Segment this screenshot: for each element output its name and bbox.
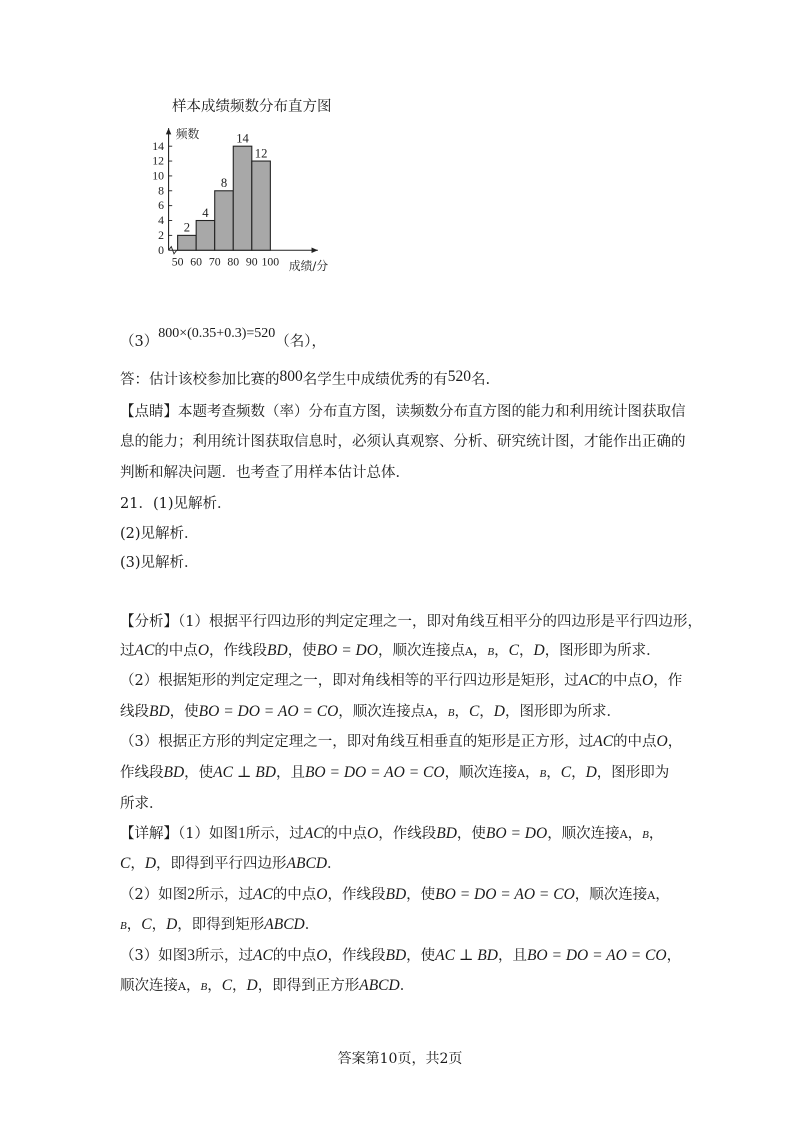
x-tick-label: 100 (261, 255, 280, 269)
comment-line-2: 息的能力；利用统计图获取信息时，必须认真观察、分析、研究统计图，才能作出正确的 (120, 434, 686, 450)
y-tick-label: 2 (158, 228, 165, 242)
y-axis-label: 频数 (175, 127, 200, 142)
answer3-line: （3）800×(0.35+0.3)=520（名）， (120, 326, 326, 350)
x-axis-label: 成绩/分 (288, 259, 329, 274)
comment-tag: 【点睛】 (120, 404, 178, 420)
analysis-line-5: （3）根据正方形的判定定理之一，即对角线互相垂直的矩形是正方形，过AC的中点O， (120, 733, 683, 750)
detail-line-3: （2）如图2所示，过AC的中点O，作线段BD，使BO = DO = AO = CO，顺次连接A， (120, 886, 670, 903)
x-tick-label: 90 (245, 255, 258, 269)
y-tick-label: 0 (158, 243, 165, 257)
detail-line-2: C，D，即得到平行四边形ABCD． (120, 855, 342, 872)
comment-line-1: 【点睛】本题考查频数（率）分布直方图，读频数分布直方图的能力和利用统计图获取信 (120, 404, 686, 420)
bar (233, 146, 252, 250)
bar (252, 161, 271, 250)
page-footer: 答案第10页，共2页 (337, 1051, 463, 1067)
analysis-line-4: 线段BD，使BO = DO = AO = CO，顺次连接点A，B，C，D，图形即为所求． (120, 703, 621, 720)
bar-value-label: 14 (236, 131, 249, 146)
y-axis-arrow (166, 128, 171, 134)
x-tick-label: 80 (227, 255, 240, 269)
bar (178, 235, 197, 250)
q21-line-3: (3)见解析． (120, 555, 199, 571)
x-tick-label: 70 (208, 255, 221, 269)
detail-line-5: （3）如图3所示，过AC的中点O，作线段BD，使AC ⊥ BD，且BO = DO = AO = CO， (120, 947, 682, 964)
analysis-line-3: （2）根据矩形的判定定理之一，即对角线相等的平行四边形是矩形，过AC的中点O，作 (120, 672, 683, 689)
y-tick-label: 14 (152, 139, 165, 153)
detail-line-6: 顺次连接A，B，C，D，即得到正方形ABCD． (120, 977, 415, 994)
y-tick-label: 10 (152, 169, 165, 183)
analysis-line-6: 作线段BD，使AC ⊥ BD，且BO = DO = AO = CO，顺次连接A，B，C，D，图形即为 (120, 764, 670, 781)
conclusion-line: 答：估计该校参加比赛的800名学生中成绩优秀的有520名. (120, 368, 491, 388)
histogram-chart (130, 110, 370, 300)
x-tick-label: 50 (171, 255, 184, 269)
bar-value-label: 2 (183, 220, 191, 235)
y-tick-label: 4 (158, 214, 165, 228)
bar-value-label: 8 (220, 176, 228, 191)
analysis-tag: 【分析】 (120, 614, 178, 630)
y-tick-label: 8 (158, 184, 165, 198)
y-tick-label: 6 (158, 199, 165, 213)
histogram-title: 样本成绩频数分布直方图 (172, 99, 332, 115)
bar-value-label: 4 (202, 205, 209, 220)
bar-value-label: 12 (254, 146, 268, 161)
analysis-line-2: 过AC的中点O，作线段BD，使BO = DO，顺次连接点A，B，C，D，图形即为所求． (120, 642, 661, 659)
bar (196, 221, 215, 251)
analysis-line-1: 【分析】（1）根据平行四边形的判定定理之一，即对角线互相平分的四边形是平行四边形， (120, 614, 702, 630)
comment-line-3: 判断和解决问题．也考查了用样本估计总体． (120, 465, 410, 481)
analysis-line-7: 所求． (120, 796, 164, 812)
detail-line-4: B，C，D，即得到矩形ABCD． (120, 916, 320, 933)
bar (215, 191, 234, 250)
y-tick-label: 12 (152, 154, 165, 168)
q21-line-2: (2)见解析． (120, 526, 199, 542)
detail-tag: 【详解】 (120, 826, 178, 842)
x-tick-label: 60 (190, 255, 203, 269)
detail-line-1: 【详解】（1）如图1所示，过AC的中点O，作线段BD，使BO = DO，顺次连接A，B， (120, 825, 664, 842)
q21-line-1: 21．(1)见解析． (120, 496, 232, 512)
x-axis-arrow (312, 248, 318, 253)
